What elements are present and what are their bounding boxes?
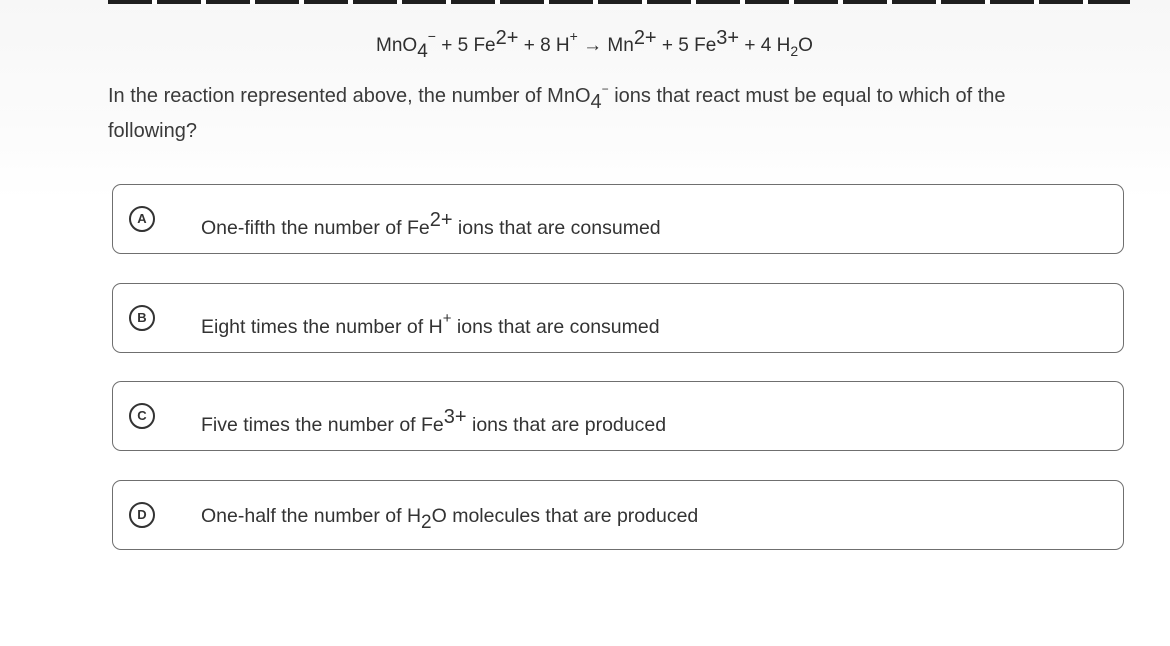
option-letter-badge: C (129, 403, 155, 429)
reaction-equation: MnO4− + 5 Fe2+ + 8 H+ → Mn2+ + 5 Fe3+ + 4 $H_2O$ (376, 27, 813, 62)
option-letter-badge: B (129, 305, 155, 331)
question-text: In the reaction represented above, the number of MnO4− ions that react must be equal to which of the following? (108, 82, 1006, 142)
answer-option-b[interactable] (112, 283, 1124, 353)
answer-option-a[interactable] (112, 184, 1124, 254)
option-letter-badge: D (129, 502, 155, 528)
option-text: Five times the number of Fe3+ ions that are produced (201, 406, 667, 436)
option-letter-badge: A (129, 206, 155, 232)
option-text: One-half the number of H2O molecules that are produced (201, 505, 699, 533)
answer-option-c[interactable] (112, 381, 1124, 451)
option-text: One-fifth the number of Fe2+ ions that are consumed (201, 209, 661, 239)
top-dashed-rule (108, 0, 1130, 4)
option-text: Eight times the number of H+ ions that are consumed (201, 310, 660, 338)
answer-option-d[interactable] (112, 480, 1124, 550)
